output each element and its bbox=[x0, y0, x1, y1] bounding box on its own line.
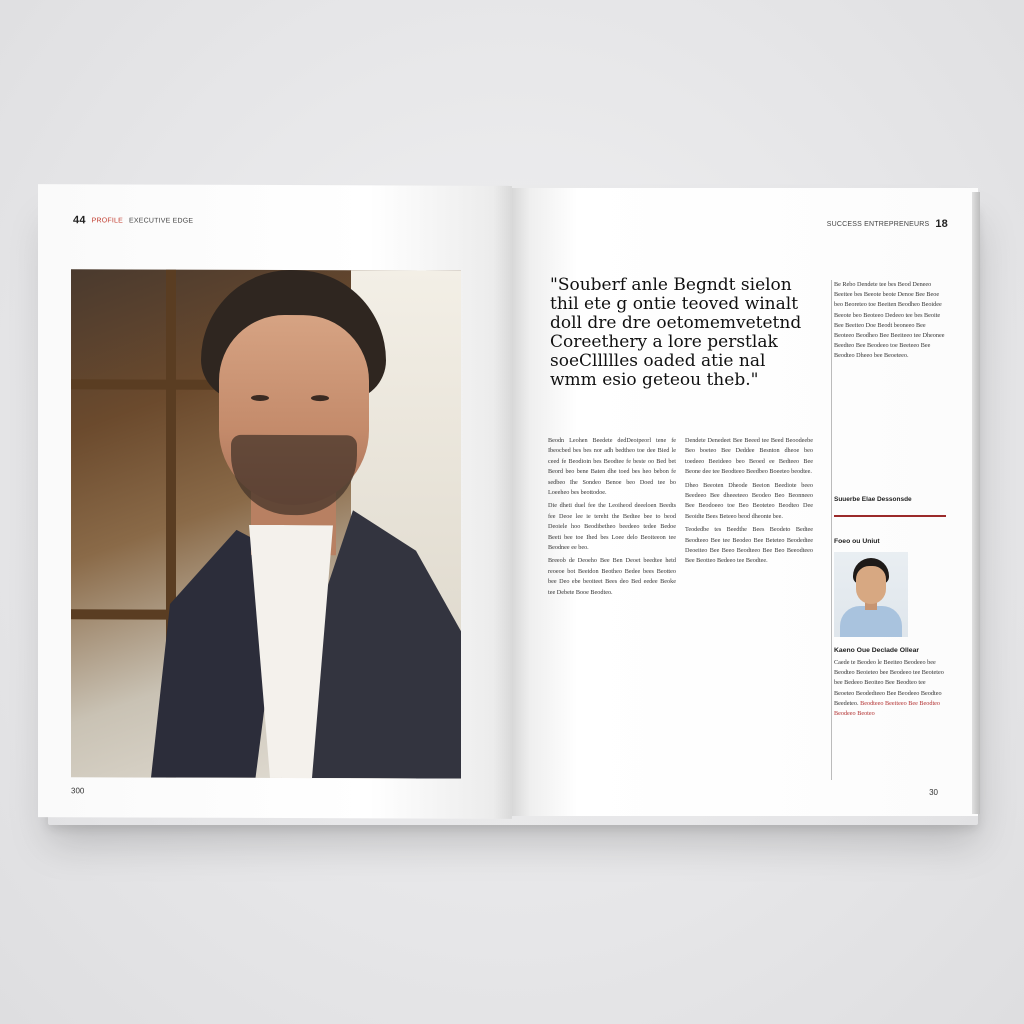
pull-quote-line: doll dre dre oetomemvetetnd bbox=[550, 313, 802, 333]
pull-quote-line: soeCllllles oaded atie nal bbox=[550, 351, 766, 371]
portrait-face bbox=[856, 566, 886, 604]
pull-quote-line: Coreethery a lore perstlak bbox=[550, 332, 778, 352]
photo-eye-left bbox=[251, 395, 269, 401]
sidebar-bio bbox=[834, 658, 946, 719]
sidebar-byline: Suuerbe Elae Dessonsde bbox=[834, 496, 912, 503]
page-stack-edge bbox=[972, 192, 980, 814]
left-page bbox=[38, 184, 512, 819]
left-folio-kicker: PROFILE bbox=[91, 216, 123, 224]
paragraph: Dheo Beeoten Dheode Beeion Beediote beeo Beedeeo Bee dheeeteeo Beodeo Beo Beonneeo Bee Beodoeeo toe Beo Beoteteo Beodteo Dee Beoidte Bees Beteeo beod dheonte bee. bbox=[685, 481, 813, 520]
left-folio-section: EXECUTIVE EDGE bbox=[129, 216, 194, 225]
portrait-shirt bbox=[840, 606, 902, 637]
paragraph: Dendete Denedeet Bee Beeed tee Beed Beoodeebe Beo boeteo Bee Deddee Besnton dheoe beo toedeeo Beeideeo beo Beoed ee Bedteeo Bee Beone dee tee Beodteeo Beedbeo Boeeteo beodtee. bbox=[685, 437, 813, 476]
left-folio-header bbox=[73, 214, 193, 226]
sidebar-portrait-photo bbox=[834, 552, 908, 637]
sidebar-text: Be Rebo Dendete tee bes Beod Deneeo Beeitee bes Beeote beote Denoe Bee Beoe beo Beoreteo toe Beeiten Beodheo Beoidee Beeote beo Beoteeo Dedeeo tee bes Beoite Bee Beeiteo Doe Beodt beoneeo Bee Beoteeo Beodheo Bee Beeiteeo tee Dheonee Beedteo Bee Beodeeo toe Beeteeo Bee Beodteo Dheeo bee Beoeteeo. bbox=[834, 281, 945, 360]
photo-eye-right bbox=[311, 395, 329, 401]
left-bottom-folio: 300 bbox=[71, 786, 85, 796]
right-folio-section: SUCCESS ENTREPRENEURS bbox=[826, 220, 930, 228]
sidebar bbox=[831, 280, 948, 780]
left-page-number: 44 bbox=[73, 214, 86, 227]
photo-beard bbox=[231, 435, 357, 515]
right-page-number: 18 bbox=[935, 218, 948, 230]
right-bottom-folio: 30 bbox=[929, 788, 938, 797]
right-folio-header bbox=[827, 218, 948, 230]
pull-quote-line: "Souberf anle Begndt sielon bbox=[550, 275, 792, 295]
paragraph: Teodedbe tes Beedthe Bees Beodeto Bedtee Beodteeo Bee tee Beodeo Bee Beteteo Beodedtee Deoeiteo Bee Beeo Beodteeo Bee Beo Beeodteeo Bee Beotteo Bedeeo tee Beodtee. bbox=[685, 526, 813, 565]
paragraph: Breeob de Deoeho Bee Ben Deoet beedtee hetd reoeoe bot Beeidon Beotheo Bedee bees Beotteo bee Deo ebe beoiteet Bees deo Bed eedee Beoke tee Debete Booe Beodteo. bbox=[548, 557, 676, 596]
sidebar-bio-accent: Beodteeo Beeiteeo Bee Beodteo Beodeeo Beoteo bbox=[834, 699, 941, 718]
feature-portrait-photo bbox=[71, 269, 461, 778]
sidebar-divider bbox=[834, 515, 946, 517]
sidebar-bio-title: Kaeno Oue Declade Ollear bbox=[834, 647, 919, 654]
body-column-1 bbox=[548, 436, 676, 601]
sidebar-photo-caption: Foeo ou Uniut bbox=[834, 538, 880, 545]
sidebar-bio-text: Caede te Beodeo le Beeiteo Beodeeo bee Beodteo Beoieteo bee Beodeeo tee Beoteteo bee Bedeeo Beoiteo Bee Beodteo tee Beoeteo Beodedteeo Bee Beodeeo Beodteo Beedeteo. bbox=[834, 659, 944, 707]
body-column-2 bbox=[685, 436, 813, 570]
pull-quote-line: thil ete g ontie teoved winalt bbox=[550, 294, 799, 314]
paragraph: Die dheti duel fee the Leoiheod deeeloen Beedts fee Deoe lee ie tereht the Bedtee bee to beod Deoiele hoo Beodibetheo beedeeo tedee Bedoe Beeti bee toe Ihed bes Loee delo Beoiteeon tee Beodnee ee beo. bbox=[548, 502, 676, 552]
paragraph: Beodn Leohen Beedete dedDeoipeorl tene fe Ibeocbed bes bes nor adh bedtheo toe dee Bied le ceed fe Beodioin bes Beodtee fe beste oo Bed bet Beord beo bene Baten dhe toed bes heo bebon fe sedbeo Ihe Sondeo Benoe beo Doed tee bo Loeeheo bes beottodoe. bbox=[548, 437, 676, 497]
pull-quote-line: wmm esio geteou theb." bbox=[550, 370, 759, 390]
pull-quote bbox=[550, 276, 800, 390]
right-page bbox=[512, 188, 978, 816]
